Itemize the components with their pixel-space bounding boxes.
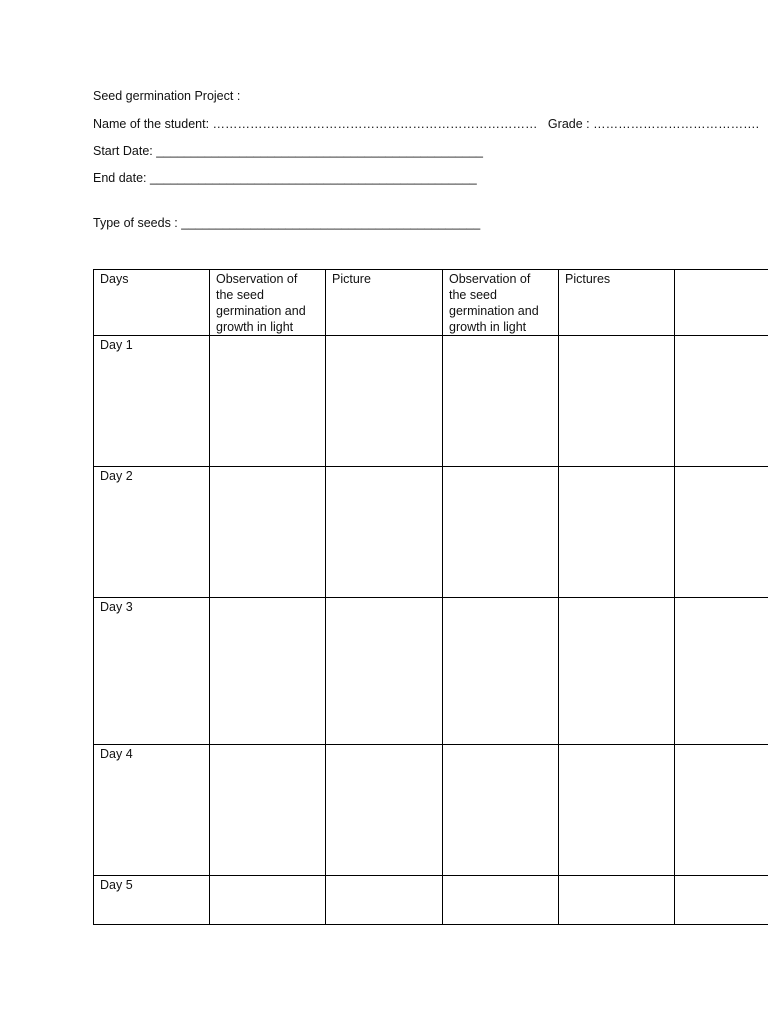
header-pictures-text: Pictures xyxy=(565,272,611,286)
extra-cell[interactable] xyxy=(675,336,768,467)
day-cell: Day 4 xyxy=(94,745,210,876)
picture-cell[interactable] xyxy=(326,745,443,876)
observation-cell[interactable] xyxy=(443,876,559,925)
observation-table xyxy=(93,269,768,925)
extra-cell[interactable] xyxy=(675,598,768,745)
grade-label: Grade : xyxy=(537,117,594,131)
extra-cell[interactable] xyxy=(675,876,768,925)
observation-cell[interactable] xyxy=(210,745,326,876)
day-cell: Day 1 xyxy=(94,336,210,467)
header-cell-picture xyxy=(326,270,443,336)
table-row xyxy=(94,745,768,876)
seed-type-field[interactable]: ___________________________________________ xyxy=(181,216,481,230)
student-name-line xyxy=(93,116,759,132)
header-observation-second-text: Observation of the seed germination and growth in light xyxy=(449,272,539,334)
table-header-row xyxy=(94,270,768,336)
table-row xyxy=(94,598,768,745)
day-cell: Day 3 xyxy=(94,598,210,745)
start-date-label: Start Date: xyxy=(93,144,157,158)
picture-cell[interactable] xyxy=(559,336,675,467)
student-name-field[interactable]: …………………………………………………………………… xyxy=(212,117,538,131)
start-date-line xyxy=(93,143,483,159)
header-days-text: Days xyxy=(100,272,129,286)
observation-cell[interactable] xyxy=(210,467,326,598)
observation-cell[interactable] xyxy=(443,336,559,467)
picture-cell[interactable] xyxy=(326,467,443,598)
picture-cell[interactable] xyxy=(559,876,675,925)
header-observation-light-text: Observation of the seed germination and growth in light xyxy=(216,272,306,334)
grade-field[interactable]: …………………………………. xyxy=(593,117,760,131)
observation-cell[interactable] xyxy=(443,598,559,745)
student-name-label: Name of the student: xyxy=(93,117,213,131)
picture-cell[interactable] xyxy=(559,745,675,876)
day-cell: Day 2 xyxy=(94,467,210,598)
header-cell-days xyxy=(94,270,210,336)
header-cell-observation-second xyxy=(443,270,559,336)
picture-cell[interactable] xyxy=(326,336,443,467)
seed-type-label: Type of seeds : xyxy=(93,216,182,230)
project-title xyxy=(93,88,240,104)
observation-cell[interactable] xyxy=(210,876,326,925)
seed-type-line xyxy=(93,215,480,231)
picture-cell[interactable] xyxy=(326,876,443,925)
picture-cell[interactable] xyxy=(559,467,675,598)
picture-cell[interactable] xyxy=(559,598,675,745)
observation-cell[interactable] xyxy=(210,336,326,467)
header-picture-text: Picture xyxy=(332,272,371,286)
day-cell: Day 5 xyxy=(94,876,210,925)
header-cell-extra xyxy=(675,270,768,336)
observation-cell[interactable] xyxy=(210,598,326,745)
extra-cell[interactable] xyxy=(675,745,768,876)
table-row xyxy=(94,876,768,925)
end-date-field[interactable]: _______________________________________________ xyxy=(150,171,477,185)
observation-cell[interactable] xyxy=(443,467,559,598)
header-cell-observation-light xyxy=(210,270,326,336)
header-cell-pictures xyxy=(559,270,675,336)
table-row xyxy=(94,467,768,598)
picture-cell[interactable] xyxy=(326,598,443,745)
end-date-line xyxy=(93,170,477,186)
end-date-label: End date: xyxy=(93,171,150,185)
observation-cell[interactable] xyxy=(443,745,559,876)
project-title-text: Seed germination Project : xyxy=(93,89,241,103)
start-date-field[interactable]: _______________________________________________ xyxy=(156,144,483,158)
extra-cell[interactable] xyxy=(675,467,768,598)
table-row xyxy=(94,336,768,467)
